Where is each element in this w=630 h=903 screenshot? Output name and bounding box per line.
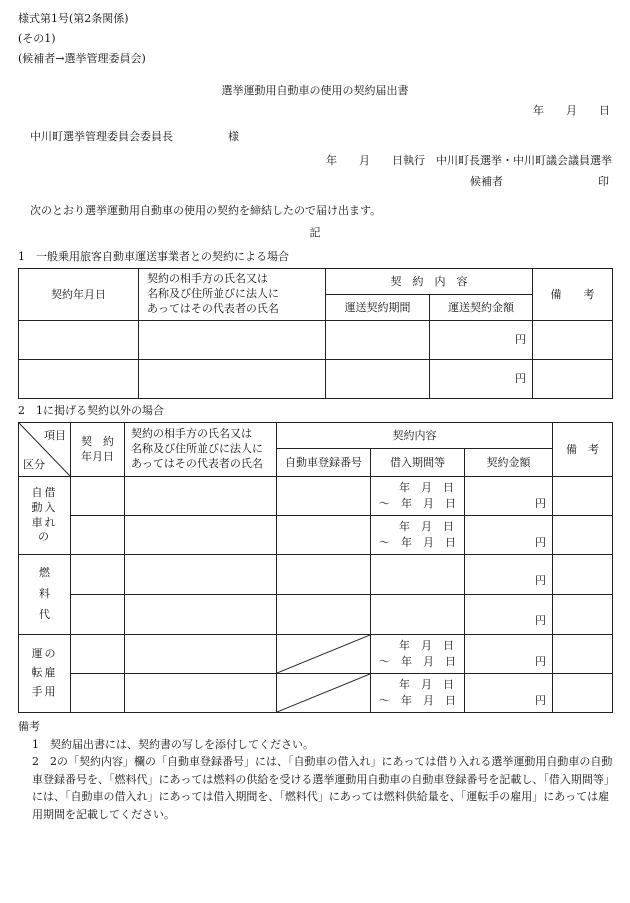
section2-heading: 2 1に掲げる契約以外の場合 [18,404,164,417]
s1-cell[interactable] [19,360,139,399]
notes-heading: 備考 [18,720,40,733]
period-to-date: 年 月 日 [401,655,456,668]
tilde: ～ [379,694,390,707]
s2-period-cell[interactable] [371,635,465,674]
s2-cell[interactable] [71,635,125,674]
note-2: 2 2の「契約内容」欄の「自動車登録番号」には、「自動車の借入れ」にあっては借り入れる選挙運動用自動車の自動車登録番号を、「燃料代」にあっては燃料の供給を受ける選挙運動用自動車の自動車登録番号を記載し、「借入期間等」には、「自動車の借入れ」にあっては借入期間を、「燃料代」にあっては燃料供給量を、「運転手の雇用」にあっては雇用期間を記載してください。 [32,755,615,821]
s1-cell[interactable] [326,360,430,399]
s2-amount-cell[interactable]: 円 [465,635,553,674]
s2-reg-cell[interactable] [277,516,371,555]
s2-header-party: 契約の相手方の氏名又は 名称及び住所並びに法人に あってはその代表者の氏名 [125,423,277,477]
s2-amount-cell[interactable]: 円 [465,516,553,555]
period-from: 年 月 日 [399,520,454,534]
section1-table [18,268,613,399]
s1-header-content: 契 約 内 容 [326,269,533,295]
s2-period-cell[interactable] [371,516,465,555]
s2-cell[interactable] [71,595,125,635]
s2-cell[interactable] [125,555,277,595]
s1-header-remarks: 備 考 [533,269,613,321]
ki-label: 記 [309,226,321,239]
s1-cell[interactable] [326,321,430,360]
tilde: ～ [379,497,390,510]
s2-cell[interactable] [553,595,613,635]
intro-text: 次のとおり選挙運動用自動車の使用の契約を締結したので届け出ます。 [30,204,382,217]
s1-header-party: 契約の相手方の氏名又は 名称及び住所並びに法人に あってはその代表者の氏名 [139,269,326,321]
kubun-label: 区分 [23,458,45,472]
s2-cell[interactable] [125,674,277,713]
candidate-label: 候補者 [470,175,503,188]
s2-cell[interactable] [71,516,125,555]
s2-cell[interactable] [553,555,613,595]
election-line: 年 月 日執行 中川町長選挙・中川町議会議員選挙 [326,154,612,167]
period-from: 年 月 日 [399,678,454,692]
s1-cell[interactable] [139,321,326,360]
period-from: 年 月 日 [399,639,454,653]
s2-period-cell[interactable] [371,595,465,635]
period-to [379,693,464,709]
tilde: ～ [379,536,390,549]
period-to-date: 年 月 日 [401,694,456,707]
s2-cell[interactable] [71,477,125,516]
period-to-date: 年 月 日 [401,536,456,549]
notes-section [20,718,620,824]
s2-cell[interactable] [125,516,277,555]
tilde: ～ [379,655,390,668]
s2-amount-cell[interactable]: 円 [465,674,553,713]
form-route: (候補者→選挙管理委員会) [18,52,146,65]
category-car-rental: 自借 動入 車れ の [19,477,71,555]
s2-cell[interactable] [125,595,277,635]
period-from: 年 月 日 [399,481,454,495]
s2-header-date: 契 約 年月日 [71,423,125,477]
s1-header-amount: 運送契約金額 [430,295,533,321]
period-to-date: 年 月 日 [401,497,456,510]
s2-reg-cell-na [277,635,371,674]
section2-table [18,422,613,713]
s1-header-period: 運送契約期間 [326,295,430,321]
s1-header-date: 契約年月日 [19,269,139,321]
s2-header-reg: 自動車登録番号 [277,449,371,477]
s2-amount-cell[interactable]: 円 [465,555,553,595]
s2-period-cell[interactable] [371,674,465,713]
s2-period-cell[interactable] [371,555,465,595]
s2-header-content: 契約内容 [277,423,553,449]
s1-cell[interactable] [533,360,613,399]
form-number: 様式第1号(第2条関係) [18,12,129,25]
section1-heading: 1 一般乗用旅客自動車運送事業者との契約による場合 [18,250,289,263]
period-to [379,496,464,512]
period-to [379,654,464,670]
s2-reg-cell[interactable] [277,477,371,516]
document-title: 選挙運動用自動車の使用の契約届出書 [221,84,409,97]
category-driver: 運の 転雇 手用 [19,635,71,713]
s1-cell[interactable] [19,321,139,360]
s2-reg-cell-na [277,674,371,713]
s2-cell[interactable] [553,477,613,516]
s2-cell[interactable] [553,635,613,674]
category-fuel: 燃 料 代 [19,555,71,635]
s1-cell[interactable] [533,321,613,360]
s2-cell[interactable] [553,516,613,555]
seal-label: 印 [598,175,609,188]
s2-cell[interactable] [71,555,125,595]
s2-reg-cell[interactable] [277,595,371,635]
s1-cell[interactable] [139,360,326,399]
s2-header-amount: 契約金額 [465,449,553,477]
s2-cell[interactable] [125,635,277,674]
item-label: 項目 [44,429,66,442]
s2-period-cell[interactable] [371,477,465,516]
form-part: (その1) [18,32,56,45]
s1-amount-cell[interactable]: 円 [430,321,533,360]
item-kubun-header [19,423,71,477]
s2-amount-cell[interactable]: 円 [465,595,553,635]
s2-header-remarks: 備 考 [553,423,613,477]
s1-amount-cell[interactable]: 円 [430,360,533,399]
note-1: 1 契約届出書には、契約書の写しを添付してください。 [32,737,314,751]
s2-amount-cell[interactable]: 円 [465,477,553,516]
s2-cell[interactable] [125,477,277,516]
date-line: 年 月 日 [533,104,610,117]
period-to [379,535,464,551]
s2-header-period: 借入期間等 [371,449,465,477]
s2-cell[interactable] [553,674,613,713]
s2-reg-cell[interactable] [277,555,371,595]
s2-cell[interactable] [71,674,125,713]
addressee: 中川町選挙管理委員会委員長 様 [30,130,239,143]
